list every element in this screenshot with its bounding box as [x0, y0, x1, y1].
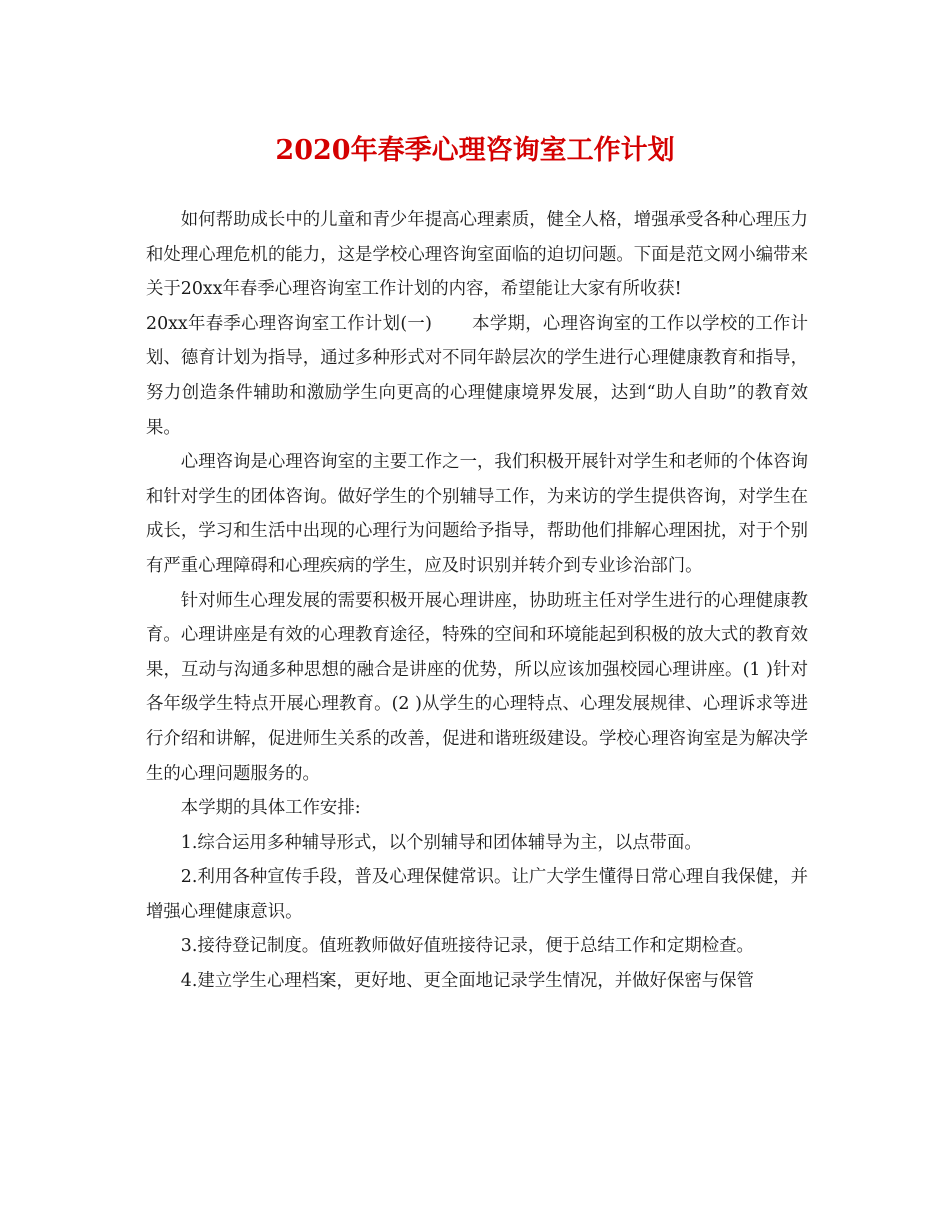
list-item-1: 1.综合运用多种辅导形式，以个别辅导和团体辅导为主，以点带面。 — [180, 832, 702, 853]
counseling-paragraph: 心理咨询是心理咨询室的主要工作之一，我们积极开展针对学生和老师的个体咨询和针对学生的团体咨询。做好学生的个别辅导工作，为来访的学生提供咨询，对学生在成长，学习和生活中出现的心理行为问题给予指导，帮助他们排解心理困扰，对于个别有严重心理障碍和心理疾病的学生，应及时识别并转介到专业诊治部门。 — [146, 452, 808, 576]
document-body — [146, 203, 808, 999]
section-paragraph — [146, 307, 808, 445]
intro-paragraph: 如何帮助成长中的儿童和青少年提高心理素质，健全人格，增强承受各种心理压力和处理心理危机的能力，这是学校心理咨询室面临的迫切问题。下面是范文网小编带来关于20xx年春季心理咨询室工作计划的内容，希望能让大家有所收获! — [146, 210, 808, 300]
schedule-heading: 本学期的具体工作安排: — [180, 798, 361, 819]
list-item-3: 3.接待登记制度。值班教师做好值班接待记录，便于总结工作和定期检查。 — [180, 936, 754, 957]
list-item-2: 2.利用各种宣传手段，普及心理保健常识。让广大学生懂得日常心理自我保健，并增强心理健康意识。 — [146, 867, 808, 922]
section-heading: 20xx年春季心理咨询室工作计划(一) — [146, 313, 432, 334]
list-item-4: 4.建立学生心理档案，更好地、更全面地记录学生情况，并做好保密与保管 — [180, 971, 754, 992]
document-title: 2020年春季心理咨询室工作计划 — [275, 135, 675, 166]
section-intro: 本学期，心理咨询室的工作以学校的工作计划、德育计划为指导，通过多种形式对不同年龄层次的学生进行心理健康教育和指导，努力创造条件辅助和激励学生向更高的心理健康境界发展，达到“助人自助”的教育效果。 — [146, 313, 808, 438]
lecture-paragraph: 针对师生心理发展的需要积极开展心理讲座，协助班主任对学生进行的心理健康教育。心理讲座是有效的心理教育途径，特殊的空间和环境能起到积极的放大式的教育效果，互动与沟通多种思想的融合是讲座的优势，所以应该加强校园心理讲座。(1 )针对各年级学生特点开展心理教育。(2 )从学生的心理特点、心理发展规律、心理诉求等进行介绍和讲解，促进师生关系的改善，促进和谐班级建设。学校心理咨询室是为解决学生的心理问题服务的。 — [146, 590, 808, 784]
